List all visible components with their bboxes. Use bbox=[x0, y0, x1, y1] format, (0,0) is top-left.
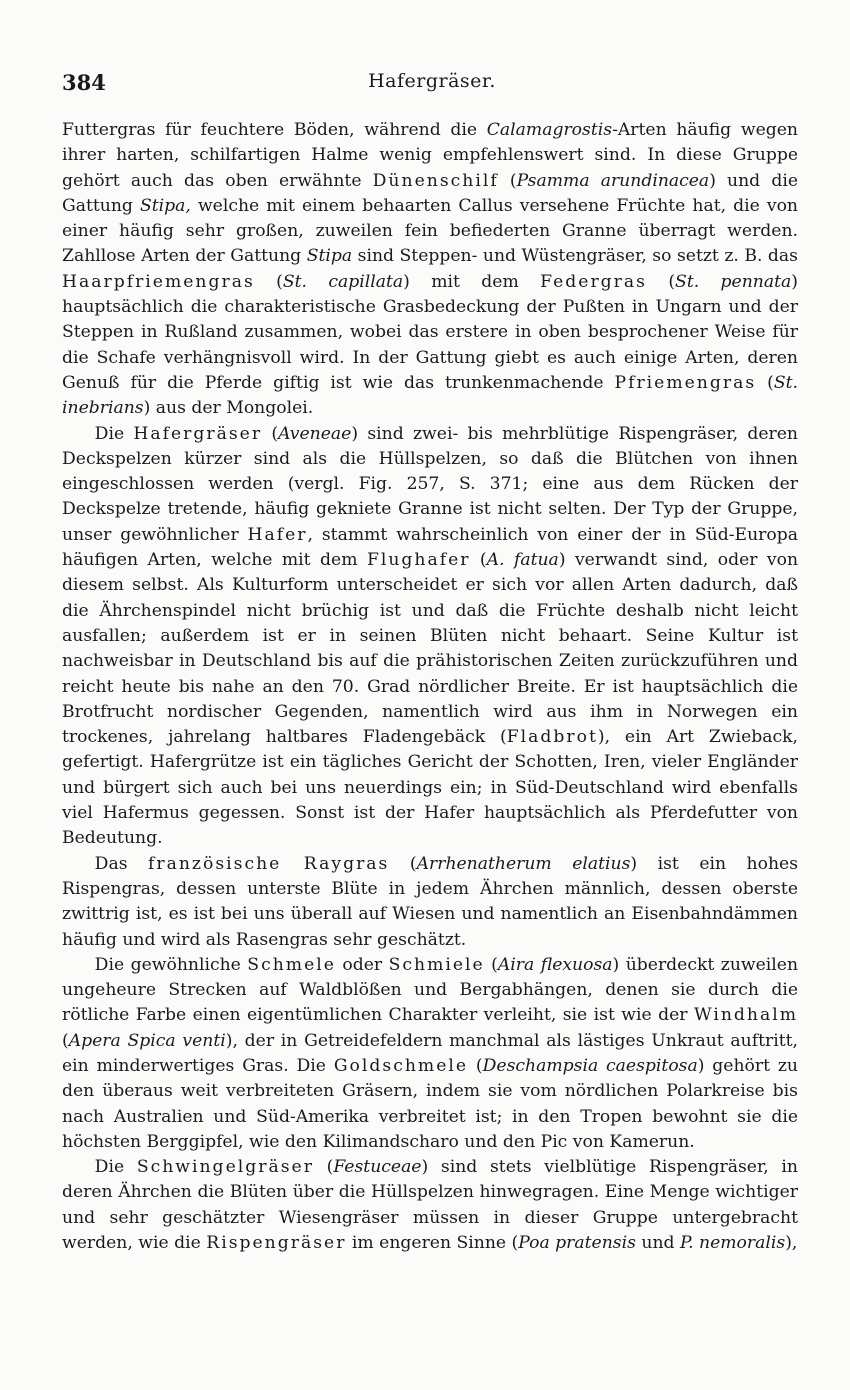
text-run: ( bbox=[470, 550, 487, 571]
emphasized-term: Fladbrot bbox=[506, 727, 598, 748]
text-run: ), ein Art Zwieback, gefertigt. Hafergrütze ist ein tägliches Gericht der Schotten, Iren, vieler Engländer und bürgert sich auch bei uns neuerdings ein; in Süd-Deutschland wird ebenfalls viel Hafermus gegessen. Sonst ist der Hafer hauptsächlich als Pferdefutter von Bedeutung. bbox=[62, 727, 798, 849]
taxon-name: Aveneae bbox=[278, 423, 352, 444]
paragraph bbox=[62, 422, 798, 852]
page-header bbox=[62, 70, 802, 100]
emphasized-term: Hafer bbox=[247, 524, 308, 545]
text-run: ( bbox=[646, 271, 676, 292]
text-run: ) gehört zu den überaus weit verbreiteten Gräsern, indem sie vom nördlichen Polarkreise bis nach Australien und Süd-Amerika verbreitet ist; in den Tropen bewohnt sie die höchsten Berggipfel, wie den Kilimandscharo und den Pic von Kamerun. bbox=[62, 1055, 798, 1152]
running-title: Hafergräser. bbox=[368, 70, 496, 92]
text-run: ) überdeckt zuweilen ungeheure Strecken auf Waldblößen und Bergabhängen, denen sie durch die rötliche Farbe einen eigentümlichen Charakter verleiht, sie ist wie der bbox=[62, 954, 799, 1026]
text-run: ) sind zwei- bis mehrblütige Rispengräser, deren Deckspelzen kürzer sind als die Hüllspelzen, so daß die Blütchen von ihnen eingeschlossen werden (vergl. Fig. 257, S. 371; eine aus dem Rücken der Deckspelze tretende, häufig gekniete Granne ist nicht selten. Der Typ der Gruppe, unser gewöhnlicher bbox=[62, 423, 798, 545]
text-run: ( bbox=[756, 372, 774, 393]
text-run: sind Steppen- und Wüstengräser, so setzt z. B. das bbox=[352, 246, 799, 267]
text-run: ), bbox=[785, 1233, 798, 1254]
emphasized-term: Pfriemengras bbox=[614, 372, 757, 393]
text-run: im engeren Sinne ( bbox=[346, 1233, 519, 1254]
emphasized-term: Schmele bbox=[247, 954, 336, 975]
text-run: Futtergras für feuchtere Böden, während die bbox=[62, 120, 487, 140]
emphasized-term: Goldschmele bbox=[333, 1055, 469, 1076]
text-run: Die gewöhnliche bbox=[94, 954, 248, 975]
taxon-name: Poa pratensis bbox=[518, 1233, 636, 1254]
text-run: Die bbox=[94, 423, 134, 444]
emphasized-term: Rispengräser bbox=[206, 1233, 347, 1254]
text-run: ) ist ein hohes Rispengras, dessen unterste Blüte in jedem Ährchen männlich, dessen oberste zwittrig ist, es ist bei uns überall auf Wiesen und namentlich an Eisenbahndämmen häufig und wird als Rasengras sehr geschätzt. bbox=[62, 853, 799, 950]
emphasized-term: Hafergräser bbox=[133, 423, 263, 444]
text-run: Die bbox=[94, 1157, 137, 1178]
text-run: welche mit einem behaarten Callus versehene Früchte hat, die von einer häufig sehr großen, zuweilen fein befiederten Granne überragt werden. Zahllose Arten der Gattung bbox=[62, 195, 798, 267]
text-run: ) und die Gattung bbox=[62, 170, 798, 216]
taxon-name: Stipa bbox=[306, 246, 353, 267]
page-number: 384 bbox=[62, 70, 106, 95]
text-run: ( bbox=[262, 423, 279, 444]
text-run: ), der in Getreidefeldern manchmal als lästiges Unkraut auftritt, ein minderwertiges Gras. Die bbox=[62, 1030, 798, 1076]
taxon-name: St. capillata bbox=[282, 271, 404, 292]
paragraph bbox=[62, 852, 798, 953]
taxon-name: Festuceae bbox=[333, 1157, 422, 1178]
text-run: ( bbox=[468, 1055, 483, 1076]
text-run: Das bbox=[94, 853, 149, 874]
emphasized-term: Dünenschilf bbox=[372, 170, 499, 191]
emphasized-term: französische Raygras bbox=[148, 853, 390, 874]
text-run: ) verwandt sind, oder von diesem selbst. Als Kulturform unterscheidet er sich vor allen Arten dadurch, daß die Ährchenspindel nicht brüchig ist und daß die Früchte deshalb nicht leicht ausfallen; außerdem ist er in seinen Blüten nicht behaart. Seine Kultur ist nachweisbar in Deutschland bis auf die prähistorischen Zeiten zurückzuführen und reicht heute bis nahe an den 70. Grad nördlicher Breite. Er ist hauptsächlich die Brotfrucht nordischer Gegenden, namentlich wird aus ihm in Norwegen ein trockenes, jahrelang haltbares Fladengebäck ( bbox=[62, 550, 799, 748]
taxon-name: Deschampsia caespitosa bbox=[482, 1055, 698, 1076]
taxon-name: Calamagrostis bbox=[486, 120, 613, 140]
emphasized-term: Flughafer bbox=[366, 550, 471, 571]
paragraph bbox=[62, 953, 798, 1155]
emphasized-term: Schmiele bbox=[388, 954, 485, 975]
text-run: ) aus der Mongolei. bbox=[143, 398, 314, 419]
text-run: ) hauptsächlich die charakteristische Grasbedeckung der Pußten in Ungarn und der Steppen in Rußland zusammen, wobei das erstere in oben besprochener Weise für die Schafe verhängnisvoll wird. In der Gattung giebt es auch einige Arten, deren Genuß für die Pferde giftig ist wie das trunkenmachende bbox=[62, 271, 798, 393]
text-run: ( bbox=[254, 271, 283, 292]
taxon-name: Apera Spica venti bbox=[68, 1030, 226, 1051]
text-run: -Arten häufig wegen ihrer harten, schilfartigen Halme wenig empfehlenswert sind. In diese Gruppe gehört auch das oben erwähnte bbox=[62, 120, 798, 191]
paragraph bbox=[62, 1155, 798, 1256]
emphasized-term: Haarpfriemengras bbox=[62, 271, 255, 292]
taxon-name: A. fatua bbox=[486, 550, 559, 571]
taxon-name: St. pennata bbox=[675, 271, 792, 292]
text-run: ( bbox=[484, 954, 498, 975]
text-run: , stammt wahrscheinlich von einer der in Süd-Europa häufigen Arten, welche mit dem bbox=[62, 524, 798, 571]
text-run: ) mit dem bbox=[403, 271, 541, 292]
body-text bbox=[62, 118, 798, 1256]
emphasized-term: Schwingelgräser bbox=[136, 1157, 314, 1178]
taxon-name: P. nemoralis bbox=[680, 1233, 786, 1254]
emphasized-term: Windhalm bbox=[693, 1005, 798, 1026]
text-run: und bbox=[635, 1233, 681, 1254]
text-run: oder bbox=[335, 954, 389, 975]
text-run: ( bbox=[498, 170, 517, 191]
emphasized-term: Federgras bbox=[540, 271, 647, 292]
paragraph bbox=[62, 118, 798, 422]
taxon-name: Psamma arundinacea bbox=[516, 170, 710, 191]
text-run: ( bbox=[313, 1157, 334, 1178]
text-run: ( bbox=[389, 853, 417, 874]
taxon-name: Stipa, bbox=[139, 195, 191, 216]
text-run: ) sind stets vielblütige Rispengräser, in deren Ährchen die Blüten über die Hüllspelzen hinwegragen. Eine Menge wichtiger und sehr geschätzter Wiesengräser müssen in dieser Gruppe untergebracht werden, wie die bbox=[62, 1157, 798, 1254]
taxon-name: St. inebrians bbox=[62, 372, 798, 419]
taxon-name: Arrhenatherum elatius bbox=[416, 853, 631, 874]
text-run: ( bbox=[62, 1030, 69, 1051]
taxon-name: Aira flexuosa bbox=[497, 954, 613, 975]
